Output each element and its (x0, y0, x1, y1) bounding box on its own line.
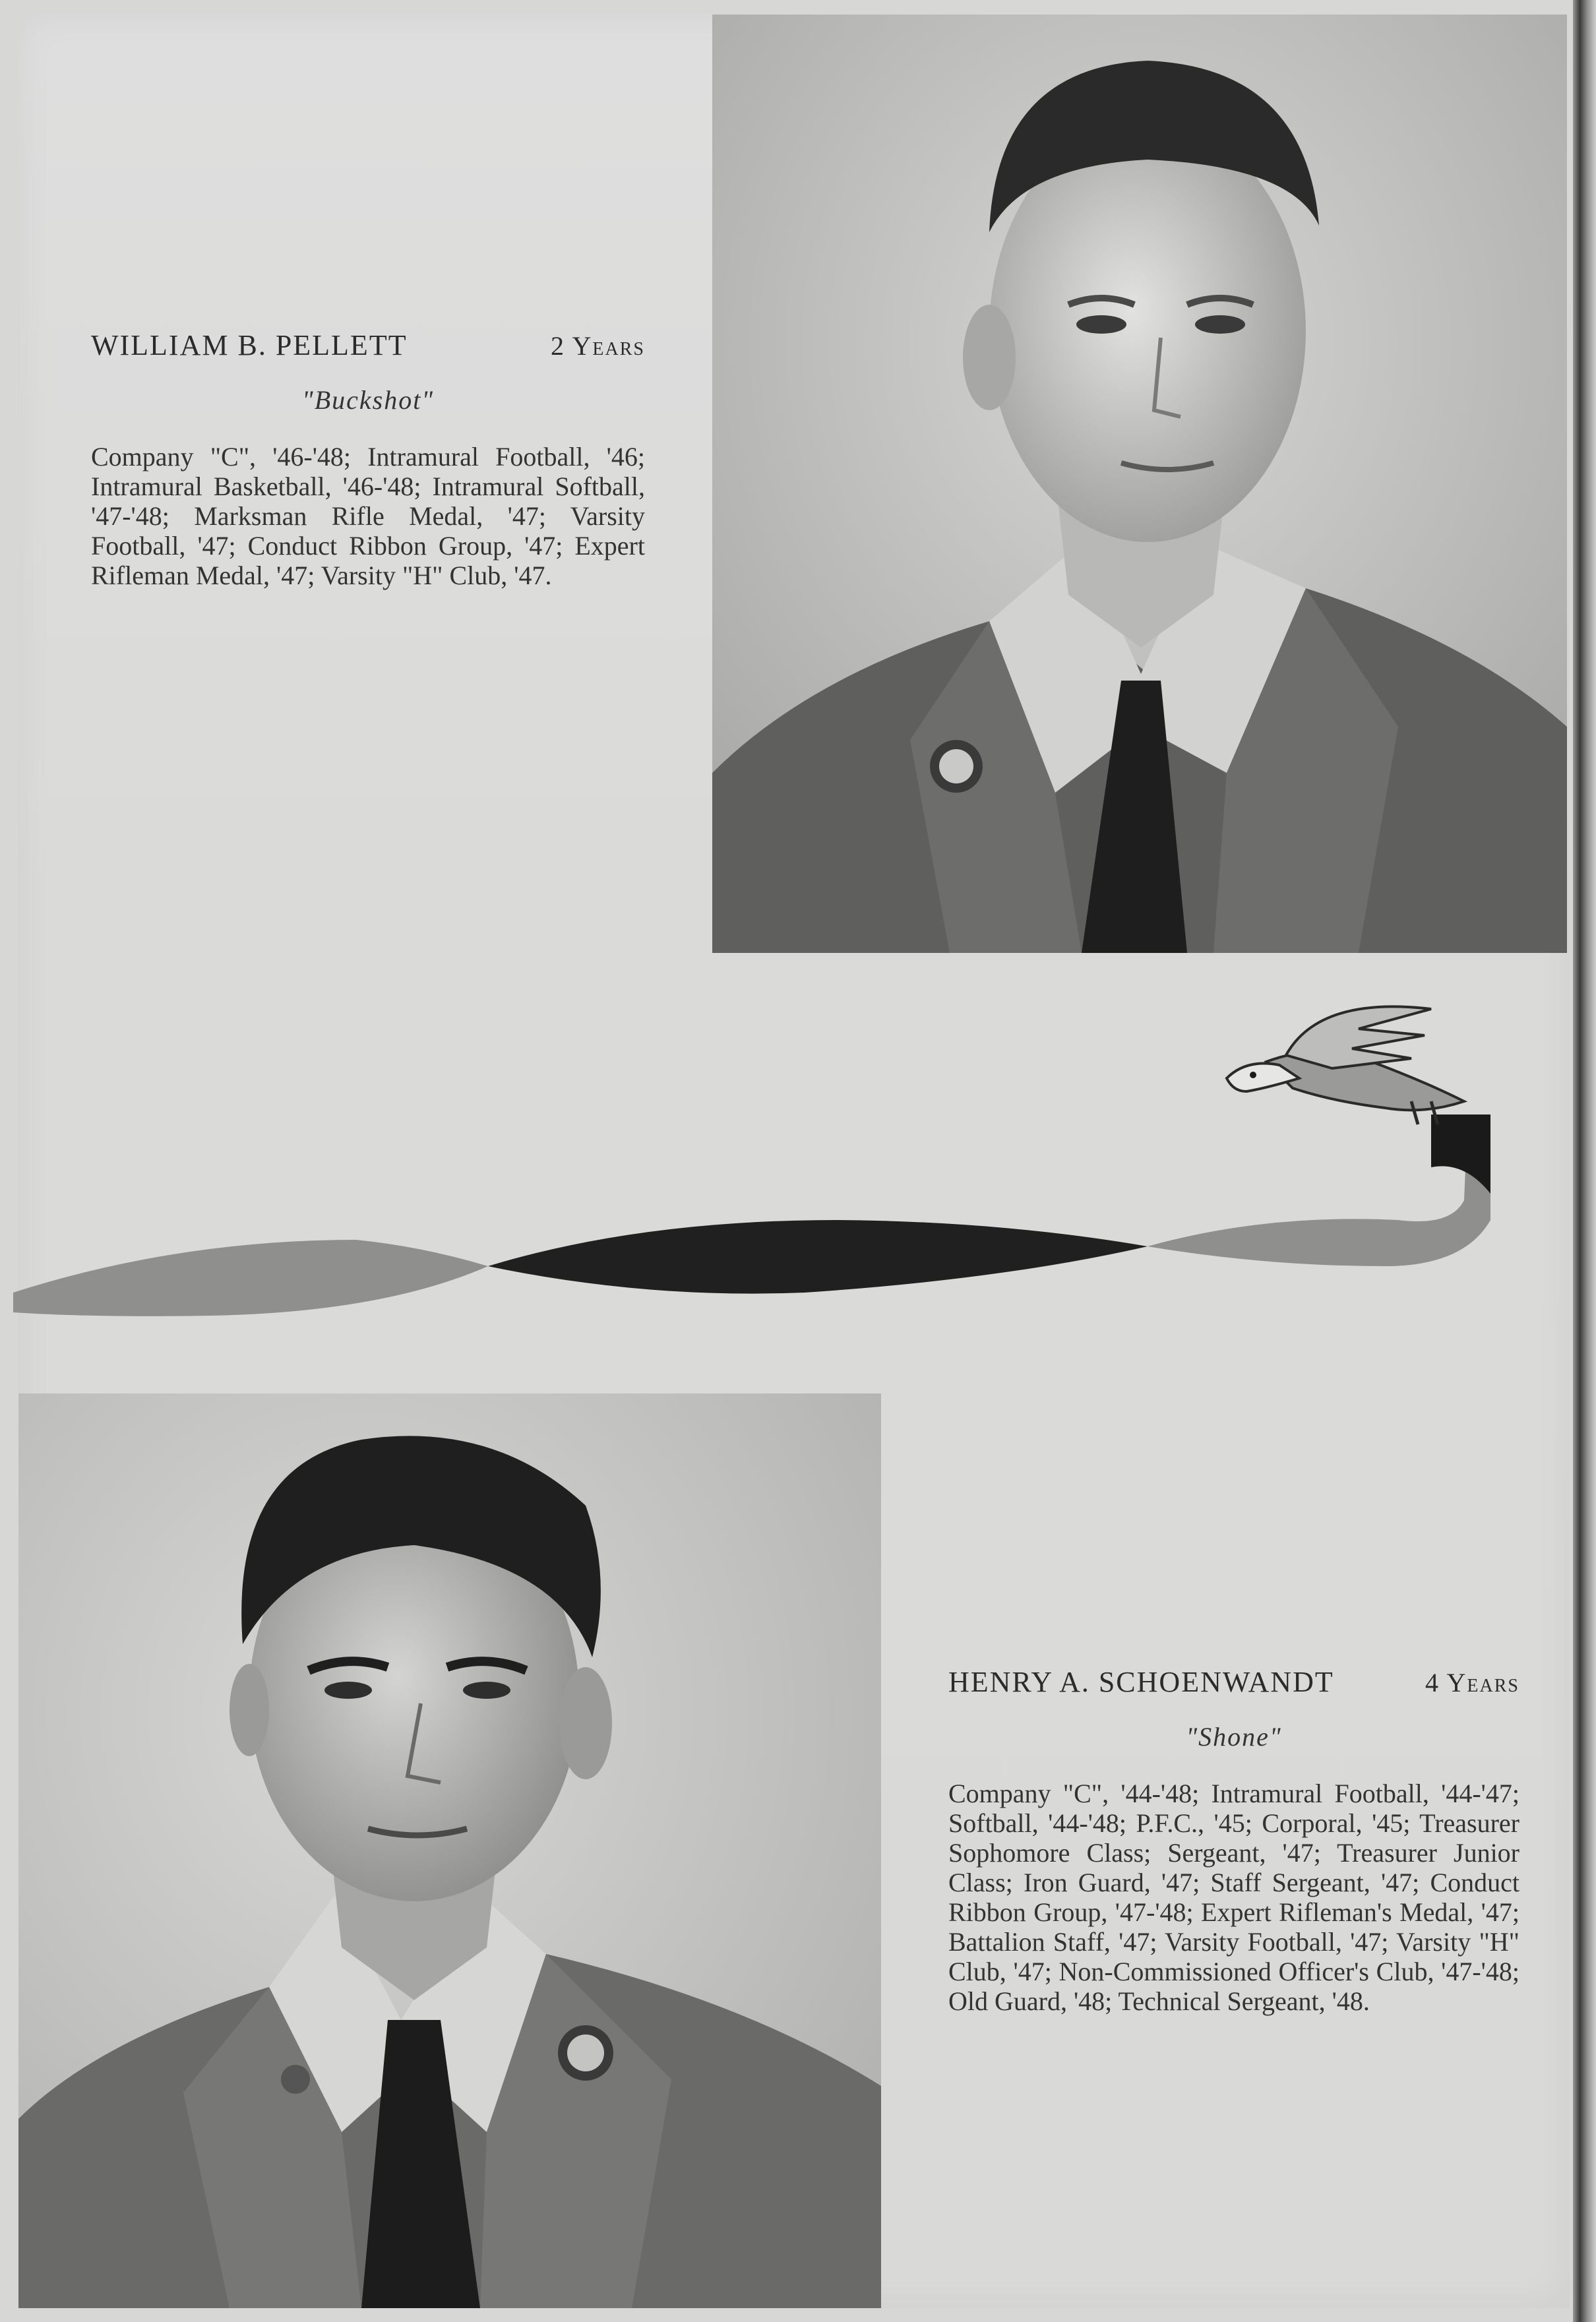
portrait-photo-schoenwandt (18, 1393, 881, 2308)
eagle-ribbon-ornament (13, 1002, 1523, 1319)
senior-bio-pellett (91, 328, 645, 590)
years-attended: 4 Years (1425, 1668, 1519, 1697)
senior-name: WILLIAM B. PELLETT (91, 329, 408, 361)
eagle-icon (13, 1002, 1523, 1319)
years-attended: 2 Years (551, 331, 645, 361)
senior-nickname: "Shone" (1186, 1722, 1282, 1752)
portrait-illustration (712, 15, 1567, 953)
activity-record: Company "C", '44-'48; Intramural Football, '44-'47; Softball, '44-'48; P.F.C., '45; Corporal, '45; Treasurer Sophomore Class; Sergeant, '47; Treasurer Junior Class; Iron Guard, '47; Staff Sergeant, '47; Conduct Ribbon Group, '47-'48; Expert Rifleman's Medal, '47; Battalion Staff, '47; Varsity Football, '47; Varsity "H" Club, '47; Non-Commissioned Officer's Club, '47-'48; Old Guard, '48; Technical Sergeant, '48. (948, 1779, 1519, 2016)
bio-header (948, 1665, 1519, 1699)
portrait-illustration (18, 1393, 881, 2308)
portrait-photo-pellett (712, 15, 1567, 953)
bio-header (91, 328, 645, 362)
page-binding-edge (1573, 0, 1596, 2322)
senior-name: HENRY A. SCHOENWANDT (948, 1666, 1334, 1698)
senior-bio-schoenwandt (948, 1665, 1519, 2016)
senior-nickname: "Buckshot" (301, 385, 435, 415)
activity-record: Company "C", '46-'48; Intramural Football, '46; Intramural Basketball, '46-'48; Intramural Softball, '47-'48; Marksman Rifle Medal, '47; Varsity Football, '47; Conduct Ribbon Group, '47; Expert Rifleman Medal, '47; Varsity "H" Club, '47. (91, 442, 645, 590)
